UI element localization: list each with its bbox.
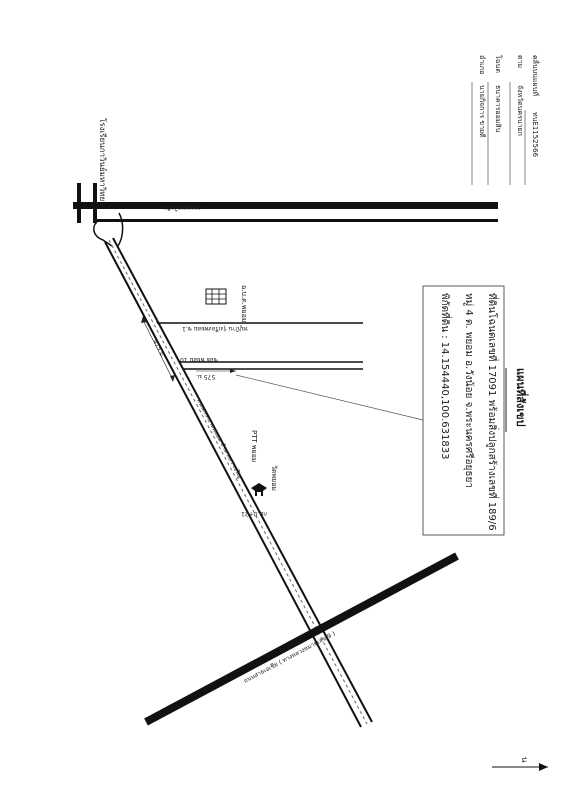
header-fields xyxy=(472,55,540,185)
header-field-value-4: นายกิจการ ขายดี xyxy=(478,85,486,138)
top-road-label: ถนนพหลโยธิน xyxy=(163,204,201,211)
diagonal-main-road xyxy=(105,238,372,727)
distance-label-1: 575 ม. xyxy=(196,373,216,380)
junction-curve xyxy=(94,222,112,246)
header-field-value-3: ธนาคารออมสิน xyxy=(494,85,502,133)
map-heading: แผนที่สังเขป xyxy=(514,368,527,427)
top-main-road xyxy=(73,202,498,222)
side-road-1-label: หมู่บ้าน รุ่งเรืองพยอม ซ.1 xyxy=(182,325,248,332)
distance-label-2: 415 ม. xyxy=(151,338,167,359)
school-building-icon xyxy=(206,289,226,304)
bottom-crossing-highway xyxy=(146,556,457,722)
bottom-road-label: ถนนสายเอเชีย ( ทางหลวงหมายเลข 9 ) xyxy=(242,630,337,685)
km-marker-label: กม.0+21 xyxy=(241,510,267,517)
temple-landmark-label: วัดพยอม xyxy=(270,465,278,492)
header-field-label-4: อำเภอ xyxy=(478,55,486,75)
property-address-line: หมู่ 4 ต. พยอม อ.วังน้อย จ.พระนครศรีอยุธยา xyxy=(463,293,474,488)
north-label: น xyxy=(520,757,529,763)
header-field-label-1: คลื่นบนแผนที่ xyxy=(531,55,539,96)
diagonal-road-label: ถนนเทศบาลพยอม-ลำตาเสา-เจริญ xyxy=(195,397,244,480)
junction-curve-right xyxy=(118,213,123,246)
property-coordinates-line: พิกัดที่ดิน : 14.154440,100.631833 xyxy=(439,293,450,460)
header-field-label-2: ตาม xyxy=(516,55,524,69)
left-road-label: โรงเรียนกาวินย์มหาวิทยา xyxy=(98,118,107,206)
header-field-value-2: จังหวัดนครนายก xyxy=(516,85,524,136)
side-road-2 xyxy=(180,356,363,380)
distance-marker-2 xyxy=(141,316,175,382)
header-field-value-1: ทนE1152566 xyxy=(531,112,539,157)
property-pointer-line xyxy=(236,375,423,420)
property-deed-line: ที่ดินโฉนดเลขที่ 17091 พร้อมสิ่งปลูกสร้างเลขที่ 189/6 xyxy=(486,293,497,531)
side-road-2-label: ซอย พยอม 10 xyxy=(180,356,218,363)
temple-icon xyxy=(251,483,267,496)
ptt-landmark-label: PTT พยอม xyxy=(250,430,258,463)
school-landmark-label: อ.บ.ต.พยอม xyxy=(240,285,248,323)
north-arrow-icon xyxy=(492,757,548,771)
header-field-label-3: โฉนด xyxy=(494,55,502,73)
side-road-1 xyxy=(157,318,363,333)
